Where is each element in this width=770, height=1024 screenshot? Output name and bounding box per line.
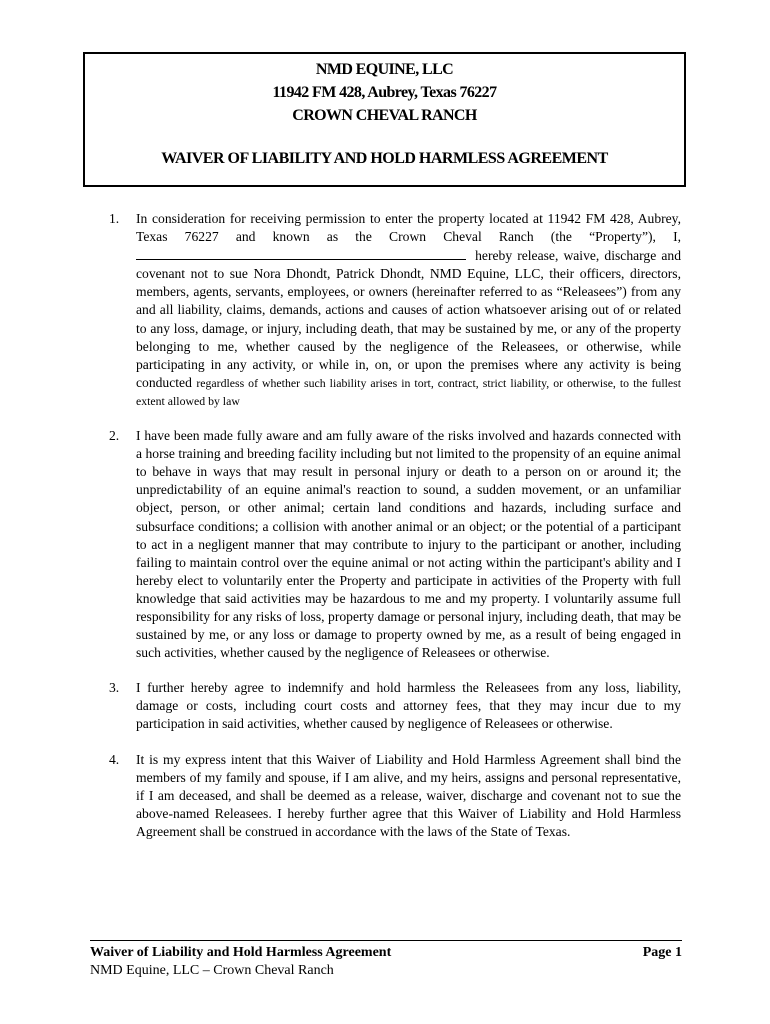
company-name: NMD EQUINE, LLC — [315, 61, 454, 78]
clause-number: 4. — [109, 751, 120, 767]
name-blank-line[interactable] — [136, 246, 466, 260]
clause-1 — [109, 210, 681, 410]
page-footer — [90, 940, 682, 980]
clause-list — [109, 210, 681, 858]
ranch-name: CROWN CHEVAL RANCH — [292, 107, 477, 124]
clause-number: 3. — [109, 680, 120, 696]
document-title: WAIVER OF LIABILITY AND HOLD HARMLESS AGREEMENT — [161, 150, 608, 167]
footer-row — [90, 944, 682, 962]
company-address: 11942 FM 428, Aubrey, Texas 76227 — [272, 84, 497, 101]
clause-2 — [109, 427, 681, 662]
clause-4 — [109, 751, 681, 841]
clause-text: I further hereby agree to indemnify and hold harmless the Releasees from any loss, liability, damage or costs, including court costs and attorney fees, that they may incur due to my participation in said activities, whether caused by negligence of Releasees or otherwise. — [136, 680, 681, 732]
clause-text-small: regardless of whether such liability arises in tort, contract, strict liability, or otherwise, to the fullest extent allowed by law — [136, 375, 681, 408]
clause-text-before-blank: In consideration for receiving permission to enter the property located at 11942 FM 428, Aubrey, Texas 76227 and known as the Crown Cheval Ranch (the “Property”), I, — [136, 211, 681, 245]
footer-title: Waiver of Liability and Hold Harmless Agreement — [90, 945, 392, 960]
footer-subtitle: NMD Equine, LLC – Crown Cheval Ranch — [90, 963, 334, 978]
clause-3 — [109, 679, 681, 733]
clause-number: 2. — [109, 428, 120, 444]
page-number: Page 1 — [642, 945, 682, 960]
clause-number: 1. — [109, 211, 120, 226]
clause-text: It is my express intent that this Waiver of Liability and Hold Harmless Agreement shall bind the members of my family and spouse, if I am alive, and my heirs, assigns and personal representative, if I am deceased, and shall be deemed as a release, waiver, discharge and covenant not to sue the above-named Releasees. I hereby further agree that this Waiver of Liability and Hold Harmless Agreement shall be construed in accordance with the laws of the State of Texas. — [136, 751, 681, 839]
clause-text: I have been made fully aware and am fully aware of the risks involved and hazards connected with a horse training and breeding facility including but not limited to the propensity of an equine animal to behave in ways that may result in personal injury or death to a person on or around it; the unpredictability of an equine animal's reaction to sound, a sudden movement, or an unfamiliar object, person, or other animal; certain land conditions and hazards, including surface and subsurface conditions; a collision with another animal or an object; or the potential of a participant to act in a negligent manner that may contribute to injury to the participant or another, including failing to maintain control over the equine animal or not acting within the participant's ability and I hereby elect to voluntarily enter the Property and participate in activities of the Property with full knowledge that said activities may be hazardous to me and my property. I voluntarily assume full responsibility for any risks of loss, property damage or personal injury, including death, that may be sustained by me, or any loss or damage to property owned by me, as a result of being engaged in such activities, whether caused by the negligence of Releasees or otherwise. — [136, 428, 681, 661]
clause-text-after-blank: hereby release, waive, discharge and covenant not to sue Nora Dhondt, Patrick Dhondt, NMD Equine, LLC, their officers, directors, members, agents, servants, employees, or owners (hereinafter referred to as “Releasees”) from any and all liability, claims, demands, actions and causes of action whatsoever arising out of or related to any loss, damage, or injury, including death, that may be sustained by me, or any of the property belonging to me, whether caused by the negligence of the Releasees, or otherwise, while participating in any activity, or while in, on, or upon the premises where any activity is being conducted — [136, 248, 682, 390]
document-header-box — [83, 52, 686, 187]
